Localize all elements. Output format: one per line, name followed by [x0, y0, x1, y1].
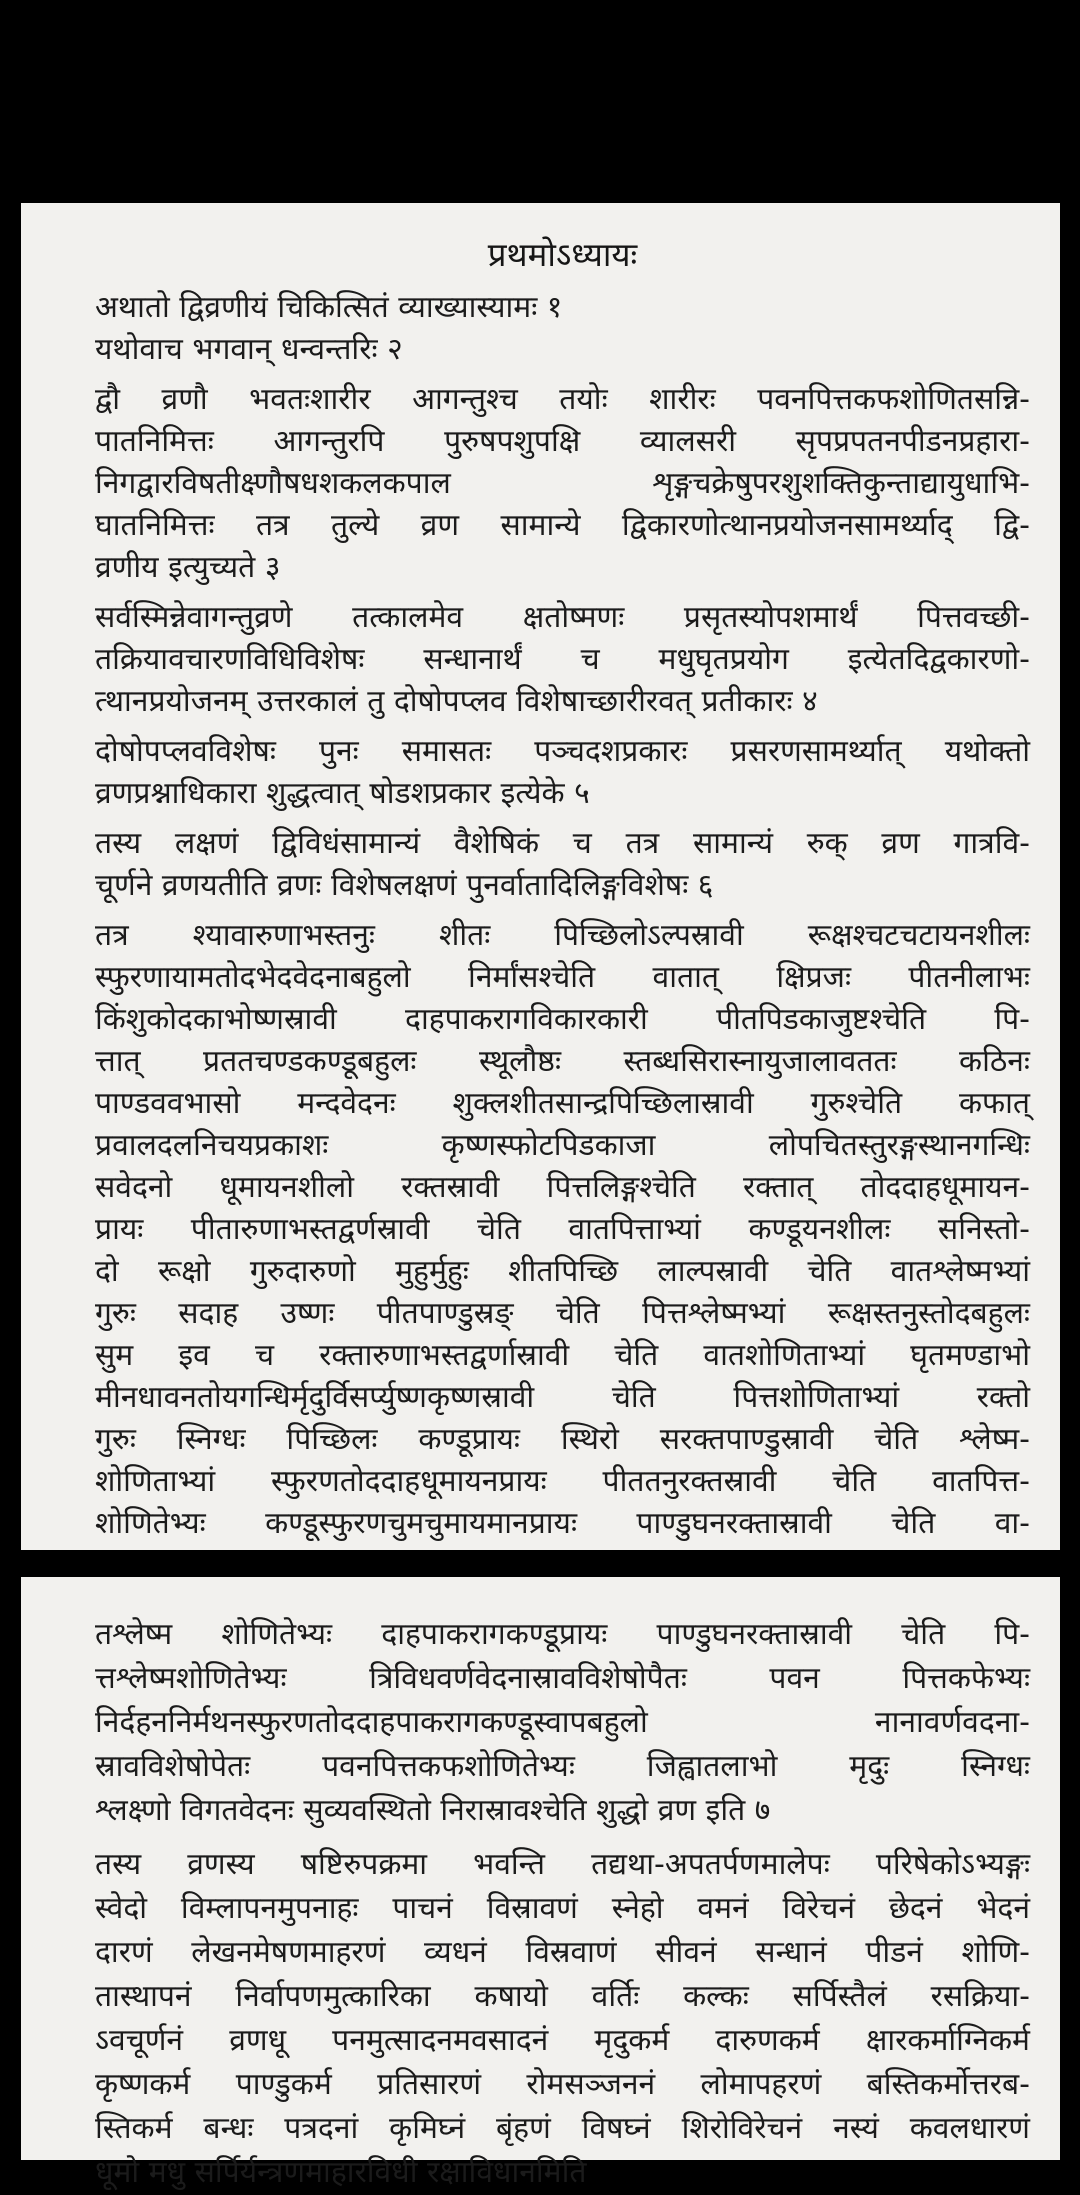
page-divider-gap	[0, 1550, 1080, 1577]
text-line: तक्रियावचारणविधिविशेषः सन्धानार्थं च मधुघृतप्रयोग इत्येतदिद्वकारणो-	[95, 642, 1030, 677]
text-line: तास्थापनं निर्वापणमुत्कारिका कषायो वर्तिः कल्कः सर्पिस्तैलं रसक्रिया-	[95, 1979, 1030, 2014]
scanned-page-2	[21, 1577, 1060, 2190]
text-line: कृष्णकर्म पाण्डुकर्म प्रतिसारणं रोमसञ्जननं लोमापहरणं बस्तिकर्मोत्तरब-	[95, 2067, 1030, 2102]
text-line: ऽवचूर्णनं व्रणधू पनमुत्सादनमवसादनं मृदुकर्म दारुणकर्म क्षारकर्माग्निकर्म	[95, 2023, 1030, 2058]
text-line: चूर्णने व्रणयतीति व्रणः विशेषलक्षणं पुनर्वातादिलिङ्गविशेषः ६	[95, 868, 714, 903]
text-line: घातनिमित्तः तत्र तुल्ये व्रण सामान्ये द्विकारणोत्थानप्रयोजनसामर्थ्याद् द्वि-	[95, 508, 1030, 543]
text-line: तस्य व्रणस्य षष्टिरुपक्रमा भवन्ति तद्यथा-अपतर्पणमालेपः परिषेकोऽभ्यङ्गः	[95, 1847, 1030, 1882]
text-line: दोषोपप्लवविशेषः पुनः समासतः पञ्चदशप्रकारः प्रसरणसामर्थ्यात् यथोक्तो	[95, 734, 1030, 769]
chapter-heading: प्रथमोऽध्यायः	[487, 235, 638, 274]
text-line: व्रणप्रश्नाधिकारा शुद्धत्वात् षोडशप्रकार इत्येके ५	[95, 776, 590, 811]
text-line: सुम इव च रक्तारुणाभस्तद्वर्णास्रावी चेति वातशोणिताभ्यां घृतमण्डाभो	[95, 1338, 1030, 1373]
text-line: त्तात् प्रततचण्डकण्डूबहुलः स्थूलौष्ठः स्तब्धसिरास्नायुजालावततः कठिनः	[95, 1044, 1030, 1079]
text-line: सवेदनो धूमायनशीलो रक्तस्रावी पित्तलिङ्गश्चेति रक्तात् तोददाहधूमायन-	[95, 1170, 1030, 1205]
text-line: अथातो द्विव्रणीयं चिकित्सितं व्याख्यास्यामः १	[95, 290, 563, 325]
text-line: दो रूक्षो गुरुदारुणो मुहुर्मुहुः शीतपिच्छि लाल्पस्रावी चेति वातश्लेष्मभ्यां	[95, 1254, 1030, 1289]
text-line: स्फुरणायामतोदभेदवेदनाबहुलो निर्मांसश्चेति वातात् क्षिप्रजः पीतनीलाभः	[95, 960, 1030, 995]
text-line: स्रावविशेषोपेतः पवनपित्तकफशोणितेभ्यः जिह्वातलाभो मृदुः स्निग्धः	[95, 1749, 1030, 1784]
text-line: सर्वस्मिन्नेवागन्तुव्रणे तत्कालमेव क्षतोष्मणः प्रसृतस्योपशमार्थं पित्तवच्छी-	[95, 600, 1030, 635]
text-line: पाण्डववभासो मन्दवेदनः शुक्लशीतसान्द्रपिच्छिलास्रावी गुरुश्चेति कफात्	[95, 1086, 1030, 1121]
text-line: किंशुकोदकाभोष्णस्रावी दाहपाकरागविकारकारी पीतपिडकाजुष्टश्चेति पि-	[95, 1002, 1030, 1037]
text-line: शोणितेभ्यः कण्डूस्फुरणचुमचुमायमानप्रायः पाण्डुघनरक्तास्रावी चेति वा-	[95, 1506, 1030, 1541]
text-line: गुरुः सदाह उष्णः पीतपाण्डुस्रङ् चेति पित्तश्लेष्मभ्यां रूक्षस्तनुस्तोदबहुलः	[95, 1296, 1030, 1331]
page-2-text-block	[21, 1577, 1060, 2190]
text-line: दारणं लेखनमेषणमाहरणं व्यधनं विस्रवाणं सीवनं सन्धानं पीडनं शोणि-	[95, 1935, 1030, 1970]
text-line: व्रणीय इत्युच्यते ३	[95, 550, 281, 585]
text-line: तश्लेष्म शोणितेभ्यः दाहपाकरागकण्डूप्रायः पाण्डुघनरक्तास्रावी चेति पि-	[95, 1617, 1030, 1652]
text-line: मीनधावनतोयगन्धिर्मृदुर्विसर्प्युष्णकृष्णस्रावी चेति पित्तशोणिताभ्यां रक्तो	[95, 1380, 1030, 1415]
text-line: निगद्वारविषतीक्ष्णौषधशकलकपाल शृङ्गचक्रेषुपरशुशक्तिकुन्ताद्यायुधाभि-	[95, 466, 1030, 501]
text-line: त्तश्लेष्मशोणितेभ्यः त्रिविधवर्णवेदनास्रावविशेषोपैतः पवन पित्तकफेभ्यः	[95, 1661, 1030, 1696]
text-line: त्थानप्रयोजनम् उत्तरकालं तु दोषोपप्लव विशेषाच्छारीरवत् प्रतीकारः ४	[95, 684, 818, 719]
text-line: स्तिकर्म बन्धः पत्रदनां कृमिघ्नं बृंहणं विषघ्नं शिरोविरेचनं नस्यं कवलधारणं	[95, 2111, 1030, 2146]
text-line: पातनिमित्तः आगन्तुरपि पुरुषपशुपक्षि व्यालसरी सृपप्रपतनपीडनप्रहारा-	[95, 424, 1030, 459]
scanned-page-1	[21, 203, 1060, 1550]
partial-text-line: धूमो मधु सर्पिर्यन्त्रणमाहारविधी रक्षाविधानमिति	[95, 2155, 587, 2190]
text-line: तत्र श्यावारुणाभस्तनुः शीतः पिच्छिलोऽल्पस्रावी रूक्षश्चटचटायनशीलः	[95, 918, 1030, 953]
text-line: श्लक्ष्णो विगतवेदनः सुव्यवस्थितो निरास्रावश्चेति शुद्धो व्रण इति ७	[95, 1793, 771, 1828]
text-line: प्रवालदलनिचयप्रकाशः कृष्णस्फोटपिडकाजा लोपचितस्तुरङ्गस्थानगन्धिः	[95, 1128, 1030, 1163]
text-line: तस्य लक्षणं द्विविधंसामान्यं वैशेषिकं च तत्र सामान्यं रुक् व्रण गात्रवि-	[95, 826, 1030, 861]
text-line: निर्दहननिर्मथनस्फुरणतोददाहपाकरागकण्डूस्वापबहुलो नानावर्णवदना-	[95, 1705, 1030, 1740]
text-line: द्वौ व्रणौ भवतःशारीर आगन्तुश्च तयोः शारीरः पवनपित्तकफशोणितसन्नि-	[95, 382, 1030, 417]
page-1-text-block	[21, 203, 1060, 1545]
text-line: स्वेदो विम्लापनमुपनाहः पाचनं विस्रावणं स्नेहो वमनं विरेचनं छेदनं भेदनं	[95, 1891, 1030, 1926]
text-line: यथोवाच भगवान् धन्वन्तरिः २	[95, 332, 403, 367]
text-line: गुरुः स्निग्धः पिच्छिलः कण्डूप्रायः स्थिरो सरक्तपाण्डुस्रावी चेति श्लेष्म-	[95, 1422, 1030, 1457]
text-line: प्रायः पीतारुणाभस्तद्वर्णस्रावी चेति वातपित्ताभ्यां कण्डूयनशीलः सनिस्तो-	[95, 1212, 1030, 1247]
text-line: शोणिताभ्यां स्फुरणतोददाहधूमायनप्रायः पीततनुरक्तस्रावी चेति वातपित्त-	[95, 1464, 1030, 1499]
